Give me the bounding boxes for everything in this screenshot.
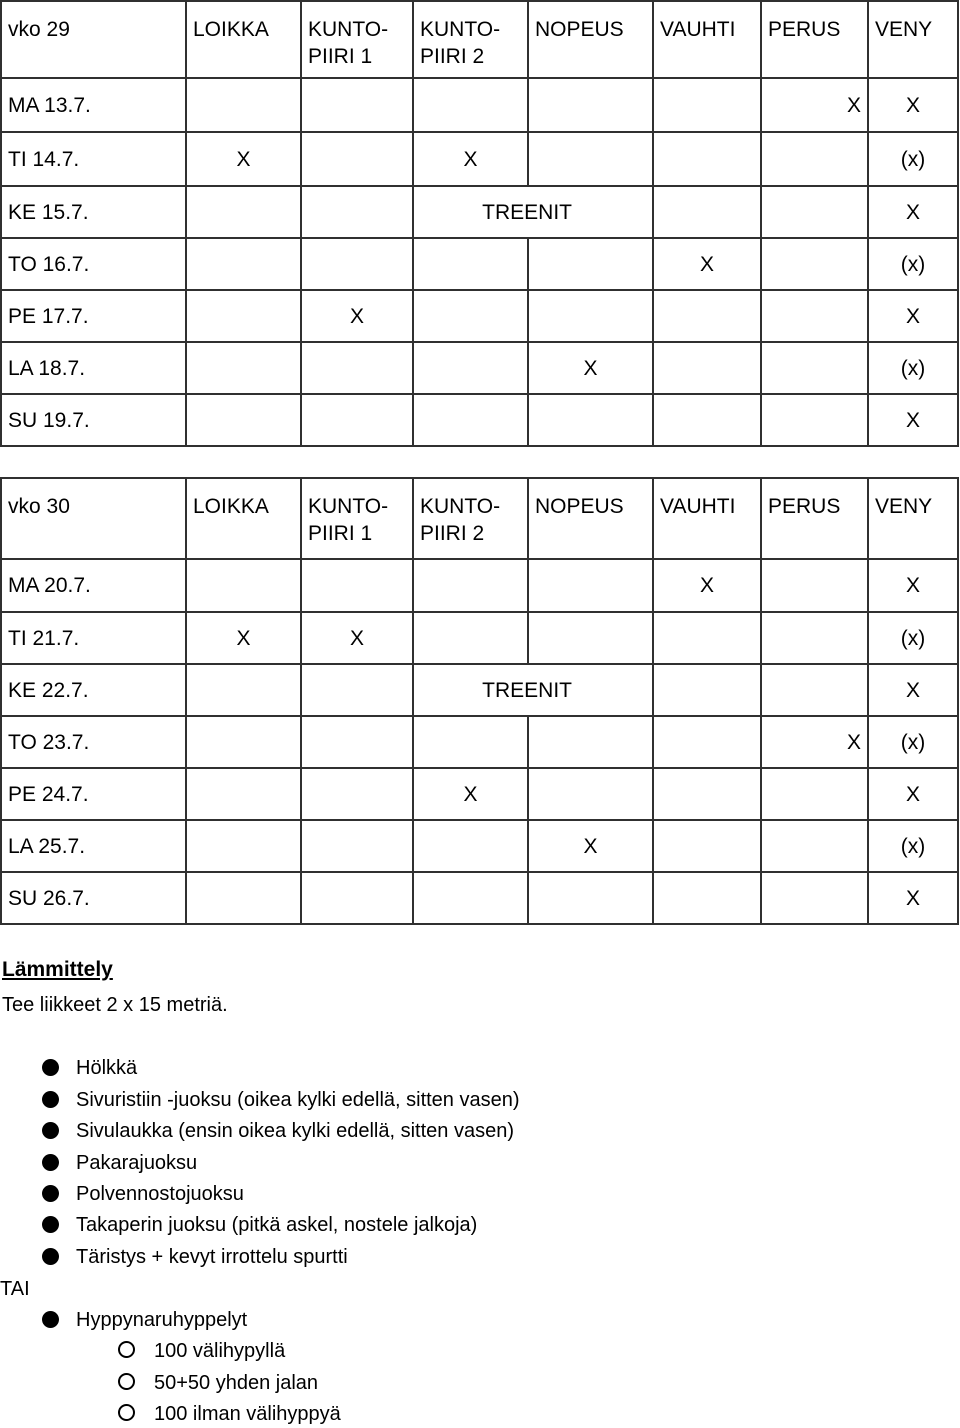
veny-cell: (x) (868, 238, 958, 290)
bullet-icon (42, 1311, 59, 1328)
col-label: KUNTO- (308, 495, 389, 518)
table-row (1, 186, 958, 238)
col-kuntopiiri-1 (301, 1, 413, 78)
veny-cell: X (868, 186, 958, 238)
sub-list-item (118, 1340, 285, 1363)
veny-cell: X (868, 559, 958, 612)
perus-cell: X (761, 716, 868, 768)
list-item-text: Polvennostojuoksu (76, 1183, 244, 1205)
veny-cell: X (868, 664, 958, 716)
table-row (1, 78, 958, 132)
table-row (1, 394, 958, 446)
day-cell: PE 24.7. (1, 768, 186, 820)
col-nopeus: NOPEUS (528, 1, 653, 78)
day-cell: MA 13.7. (1, 78, 186, 132)
circle-bullet-icon (118, 1373, 135, 1390)
day-cell: KE 22.7. (1, 664, 186, 716)
day-cell: TO 23.7. (1, 716, 186, 768)
bullet-icon (42, 1122, 59, 1139)
list-item-text: Takaperin juoksu (pitkä askel, nostele jalkoja) (76, 1214, 478, 1236)
col-label: PIIRI 2 (420, 45, 485, 68)
bullet-icon (42, 1059, 59, 1076)
list-item-text: Sivuristiin -juoksu (oikea kylki edellä, sitten vasen) (76, 1089, 520, 1111)
bullet-icon (42, 1248, 59, 1265)
veny-cell: (x) (868, 820, 958, 872)
table-row (1, 132, 958, 186)
kuntopiiri-2-cell: X (413, 132, 528, 186)
loikka-cell: X (186, 612, 301, 664)
warmup-heading: Lämmittely (2, 958, 113, 981)
list-item (42, 1183, 244, 1206)
col-label: PIIRI 1 (308, 522, 373, 545)
table-row (1, 612, 958, 664)
bullet-icon (42, 1216, 59, 1233)
day-cell: MA 20.7. (1, 559, 186, 612)
veny-cell: X (868, 394, 958, 446)
day-cell: SU 19.7. (1, 394, 186, 446)
table-row (1, 768, 958, 820)
list-item-text: Hölkkä (76, 1057, 138, 1079)
list-item (42, 1152, 197, 1175)
header-row (1, 1, 958, 78)
col-veny: VENY (868, 1, 958, 78)
treenit-cell: TREENIT (413, 186, 653, 238)
list-item-text: Pakarajuoksu (76, 1152, 198, 1174)
header-row (1, 478, 958, 559)
treenit-cell: TREENIT (413, 664, 653, 716)
col-label: KUNTO- (420, 18, 501, 41)
list-item-text: 100 välihypyllä (154, 1340, 286, 1362)
table-row (1, 664, 958, 716)
perus-cell: X (761, 78, 868, 132)
nopeus-cell: X (528, 342, 653, 394)
kuntopiiri-1-cell: X (301, 290, 413, 342)
vauhti-cell: X (653, 559, 761, 612)
col-perus: PERUS (761, 1, 868, 78)
col-vauhti: VAUHTI (653, 478, 761, 559)
day-cell: TO 16.7. (1, 238, 186, 290)
list-item (42, 1089, 520, 1112)
col-label: PIIRI 1 (308, 45, 373, 68)
day-cell: SU 26.7. (1, 872, 186, 924)
kuntopiiri-1-cell: X (301, 612, 413, 664)
col-kuntopiiri-2 (413, 1, 528, 78)
veny-cell: X (868, 290, 958, 342)
day-cell: LA 25.7. (1, 820, 186, 872)
nopeus-cell: X (528, 820, 653, 872)
day-cell: PE 17.7. (1, 290, 186, 342)
veny-cell: X (868, 768, 958, 820)
bullet-icon (42, 1091, 59, 1108)
list-item (42, 1120, 514, 1143)
veny-cell: (x) (868, 716, 958, 768)
table-row (1, 872, 958, 924)
week-title: vko 30 (1, 478, 186, 559)
col-label: KUNTO- (308, 18, 389, 41)
col-loikka: LOIKKA (186, 1, 301, 78)
week-30-table (0, 477, 959, 925)
bullet-icon (42, 1154, 59, 1171)
day-cell: TI 14.7. (1, 132, 186, 186)
col-perus: PERUS (761, 478, 868, 559)
col-kuntopiiri-1 (301, 478, 413, 559)
day-cell: LA 18.7. (1, 342, 186, 394)
circle-bullet-icon (118, 1341, 135, 1358)
table-row (1, 716, 958, 768)
table-row (1, 820, 958, 872)
loikka-cell: X (186, 132, 301, 186)
day-cell: TI 21.7. (1, 612, 186, 664)
veny-cell: X (868, 872, 958, 924)
sub-list-item (118, 1372, 318, 1395)
circle-bullet-icon (118, 1404, 135, 1421)
week-29-table (0, 0, 959, 447)
veny-cell: X (868, 78, 958, 132)
list-item (42, 1309, 247, 1332)
list-item-text: Sivulaukka (ensin oikea kylki edellä, sitten vasen) (76, 1120, 514, 1142)
veny-cell: (x) (868, 132, 958, 186)
table-row (1, 342, 958, 394)
col-label: PIIRI 2 (420, 522, 485, 545)
list-item-text: 50+50 yhden jalan (154, 1372, 319, 1394)
sub-list-item (118, 1403, 341, 1426)
col-kuntopiiri-2 (413, 478, 528, 559)
list-item (42, 1246, 348, 1269)
col-nopeus: NOPEUS (528, 478, 653, 559)
veny-cell: (x) (868, 342, 958, 394)
list-item-text: Hyppynaruhyppelyt (76, 1309, 248, 1331)
warmup-subtitle: Tee liikkeet 2 x 15 metriä. (2, 994, 228, 1016)
col-loikka: LOIKKA (186, 478, 301, 559)
week-title: vko 29 (1, 1, 186, 78)
day-cell: KE 15.7. (1, 186, 186, 238)
col-vauhti: VAUHTI (653, 1, 761, 78)
list-item (42, 1214, 477, 1237)
col-veny: VENY (868, 478, 958, 559)
table-row (1, 238, 958, 290)
or-label: TAI (0, 1278, 30, 1300)
table-row (1, 559, 958, 612)
list-item-text: 100 ilman välihyppyä (154, 1403, 341, 1425)
bullet-icon (42, 1185, 59, 1202)
table-row (1, 290, 958, 342)
vauhti-cell: X (653, 238, 761, 290)
list-item (42, 1057, 137, 1080)
list-item-text: Täristys + kevyt irrottelu spurtti (76, 1246, 348, 1268)
veny-cell: (x) (868, 612, 958, 664)
col-label: KUNTO- (420, 495, 501, 518)
kuntopiiri-2-cell: X (413, 768, 528, 820)
